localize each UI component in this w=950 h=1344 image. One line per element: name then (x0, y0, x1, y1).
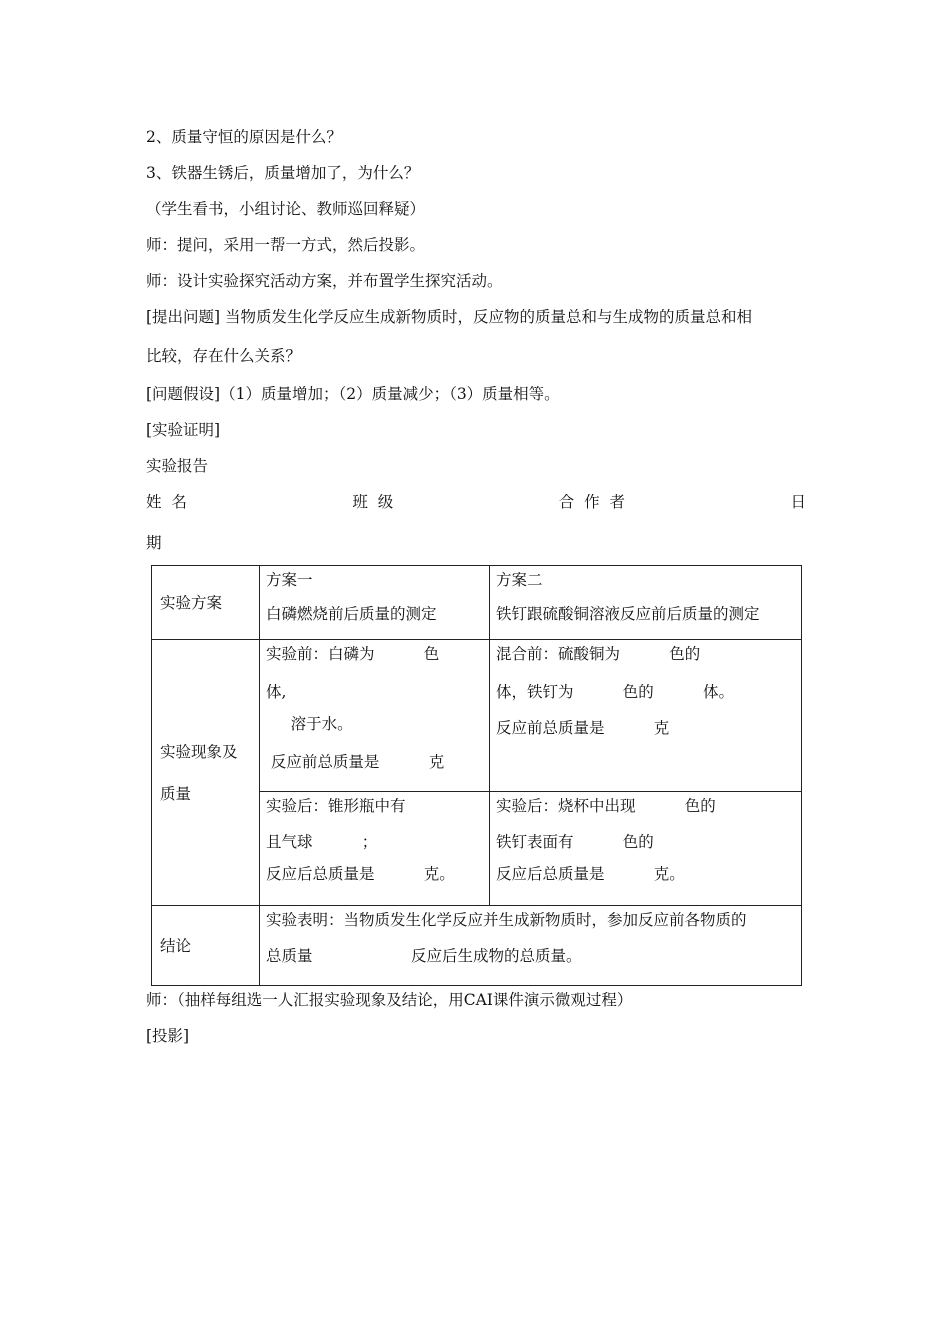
teacher-note-2: 师：设计实验探究活动方案，并布置学生探究活动。 (146, 272, 503, 290)
experiment-report-table (151, 565, 802, 986)
row-before (152, 640, 802, 792)
hypothesis: [问题假设]（1）质量增加；（2）质量减少；（3）质量相等。 (146, 385, 560, 403)
conclusion-cell: 实验表明：当物质发生化学反应并生成新物质时，参加反应前各物质的 总质量 反应后生成物的总质量。 (260, 906, 802, 986)
raise-question-cont: 比较，存在什么关系？ (146, 347, 302, 365)
plan-2-after: 实验后：烧杯中出现 色的 铁钉表面有 色的 反应后总质量是 克。 (490, 792, 802, 906)
row-plan (152, 566, 802, 640)
report-fields (146, 492, 806, 512)
row-conclusion (152, 906, 802, 986)
field-class: 班 级 (352, 493, 394, 511)
plan-1-title: 方案一 (266, 571, 313, 589)
raise-question: [提出问题] 当物质发生化学反应生成新物质时，反应物的质量总和与生成物的质量总和相 (146, 308, 753, 326)
report-title: 实验报告 (146, 457, 209, 475)
field-partner: 合 作 者 (558, 493, 625, 511)
field-name: 姓 名 (146, 493, 187, 511)
question-3: 3、铁器生锈后，质量增加了，为什么？ (146, 164, 420, 182)
plan-2-cell (490, 566, 802, 640)
plan-1-desc: 白磷燃烧前后质量的测定 (266, 605, 437, 623)
student-activity: （学生看书，小组讨论、教师巡回释疑） (146, 200, 426, 218)
plan-2-before: 混合前：硫酸铜为 色的 体，铁钉为 色的 体。 反应前总质量是 克 (490, 640, 802, 792)
experiment-proof: [实验证明] (146, 421, 221, 439)
question-2: 2、质量守恒的原因是什么？ (146, 128, 342, 146)
label-plan: 实验方案 (152, 566, 260, 640)
plan-2-desc: 铁钉跟硫酸铜溶液反应前后质量的测定 (496, 605, 760, 623)
field-date-a: 日 (790, 493, 806, 511)
plan-1-after: 实验后：锥形瓶中有 且气球 ； 反应后总质量是 克。 (260, 792, 490, 906)
projection: [投影] (146, 1027, 190, 1045)
label-phenomena: 实验现象及 质量 (152, 640, 260, 906)
field-date-b: 期 (146, 534, 162, 552)
label-conclusion: 结论 (152, 906, 260, 986)
plan-2-title: 方案二 (496, 571, 543, 589)
teacher-note-1: 师：提问，采用一帮一方式，然后投影。 (146, 236, 426, 254)
plan-1-before: 实验前：白磷为 色 体, 溶于水。 反应前总质量是 克 (260, 640, 490, 792)
plan-1-cell (260, 566, 490, 640)
teacher-note-3: 师：（抽样每组选一人汇报实验现象及结论，用CAI课件演示微观过程） (146, 991, 633, 1009)
